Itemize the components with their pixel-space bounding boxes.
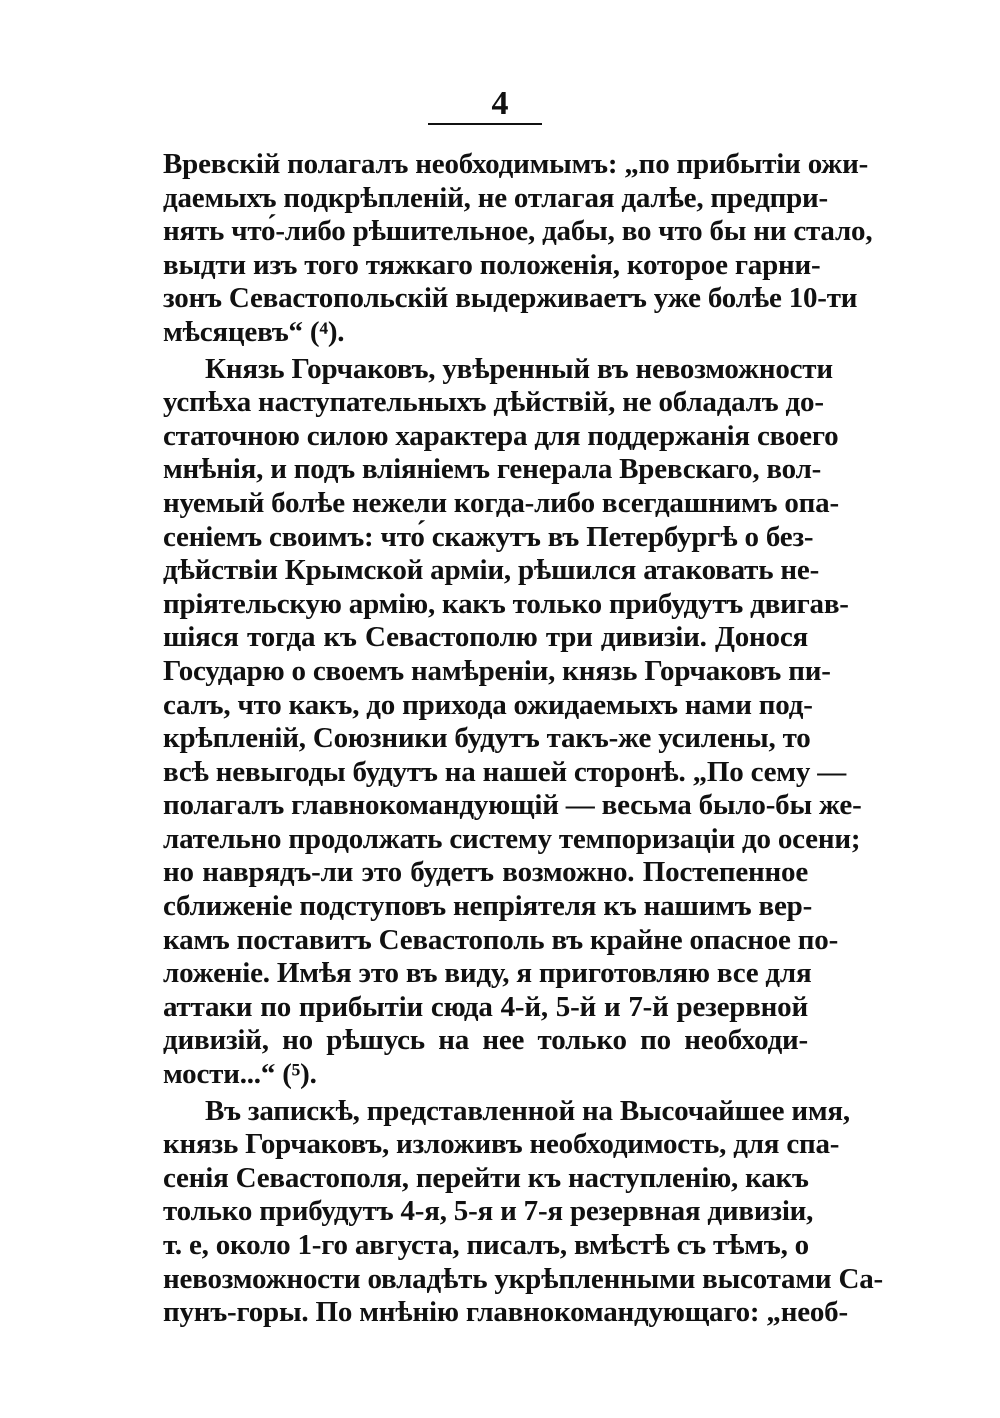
text-line: Государю о своемъ намѣреніи, князь Горчаковъ пи-: [163, 654, 831, 687]
text-line: салъ, что какъ, до прихода ожидаемыхъ нами под-: [163, 688, 813, 721]
paragraph: [163, 1094, 883, 1330]
text-line: мѣсяцевъ“ (⁴).: [163, 315, 345, 348]
text-line: мости...“ (⁵).: [163, 1058, 317, 1091]
text-line: полагалъ главнокомандующій — весьма было-бы же-: [163, 789, 862, 822]
text-line: пріятельскую армію, какъ только прибудутъ двигав-: [163, 587, 849, 620]
text-line: но наврядъ-ли это будетъ возможно. Постепенное: [163, 856, 808, 889]
text-line: статочною силою характера для поддержанія своего: [163, 419, 839, 452]
paragraph: [163, 148, 873, 350]
text-line: всѣ невыгоды будутъ на нашей сторонѣ. „По сему —: [163, 755, 847, 788]
text-line: князь Горчаковъ, изложивъ необходимость, для спа-: [163, 1128, 840, 1161]
text-line: мнѣнія, и подъ вліяніемъ генерала Вревскаго, вол-: [163, 453, 822, 486]
text-line: нять что́-либо рѣшительное, дабы, во что бы ни стало,: [163, 215, 873, 248]
text-line: т. е, около 1-го августа, писалъ, вмѣстѣ съ тѣмъ, о: [163, 1229, 809, 1261]
page-number: 4: [491, 85, 509, 122]
text-line: сеніемъ своимъ: что́ скажутъ въ Петербургѣ о без-: [163, 520, 814, 553]
paragraph: [163, 352, 862, 1092]
text-line: камъ поставитъ Севастополь въ крайне опасное по-: [163, 923, 839, 956]
text-line: невозможности овладѣть укрѣпленными высотами Са-: [163, 1262, 883, 1295]
text-line: Вревскій полагалъ необходимымъ: „по прибытіи ожи-: [163, 148, 869, 180]
text-line: успѣха наступательныхъ дѣйствій, не обладалъ до-: [163, 386, 824, 419]
text-line: лательно продолжать систему темпоризаціи до осени;: [163, 822, 861, 855]
body-text: [163, 148, 883, 1330]
text-line: выдти изъ того тяжкаго положенія, которое гарни-: [163, 248, 821, 281]
text-line: шіяся тогда къ Севастополю три дивизіи. Донося: [163, 621, 808, 654]
text-line: только прибудутъ 4-я, 5-я и 7-я резервная дивизіи,: [163, 1195, 814, 1228]
text-line: Князь Горчаковъ, увѣренный въ невозможности: [205, 352, 833, 385]
text-line: дивизій, но рѣшусь на нее только по необходи-: [163, 1024, 808, 1057]
header-rule: [428, 123, 542, 125]
text-line: Въ запискѣ, представленной на Высочайшее имя,: [205, 1094, 850, 1127]
text-line: крѣпленій, Союзники будутъ такъ-же усилены, то: [163, 722, 811, 755]
text-line: аттаки по прибытіи сюда 4-й, 5-й и 7-й резервной: [163, 990, 808, 1023]
text-line: сближеніе подступовъ непріятеля къ нашимъ вер-: [163, 890, 813, 923]
text-line: зонъ Севастопольскій выдерживаетъ уже болѣе 10-ти: [163, 282, 858, 315]
text-line: даемыхъ подкрѣпленій, не отлагая далѣе, предпри-: [163, 181, 829, 214]
text-line: нуемый болѣе нежели когда-либо всегдашнимъ опа-: [163, 486, 839, 519]
text-line: дѣйствіи Крымской арміи, рѣшился атаковать не-: [163, 554, 820, 587]
text-line: пунъ-горы. По мнѣнію главнокомандующаго: „необ-: [163, 1296, 848, 1329]
text-line: сенія Севастополя, перейти къ наступленію, какъ: [163, 1161, 809, 1194]
text-line: ложеніе. Имѣя это въ виду, я приготовляю все для: [163, 957, 812, 990]
